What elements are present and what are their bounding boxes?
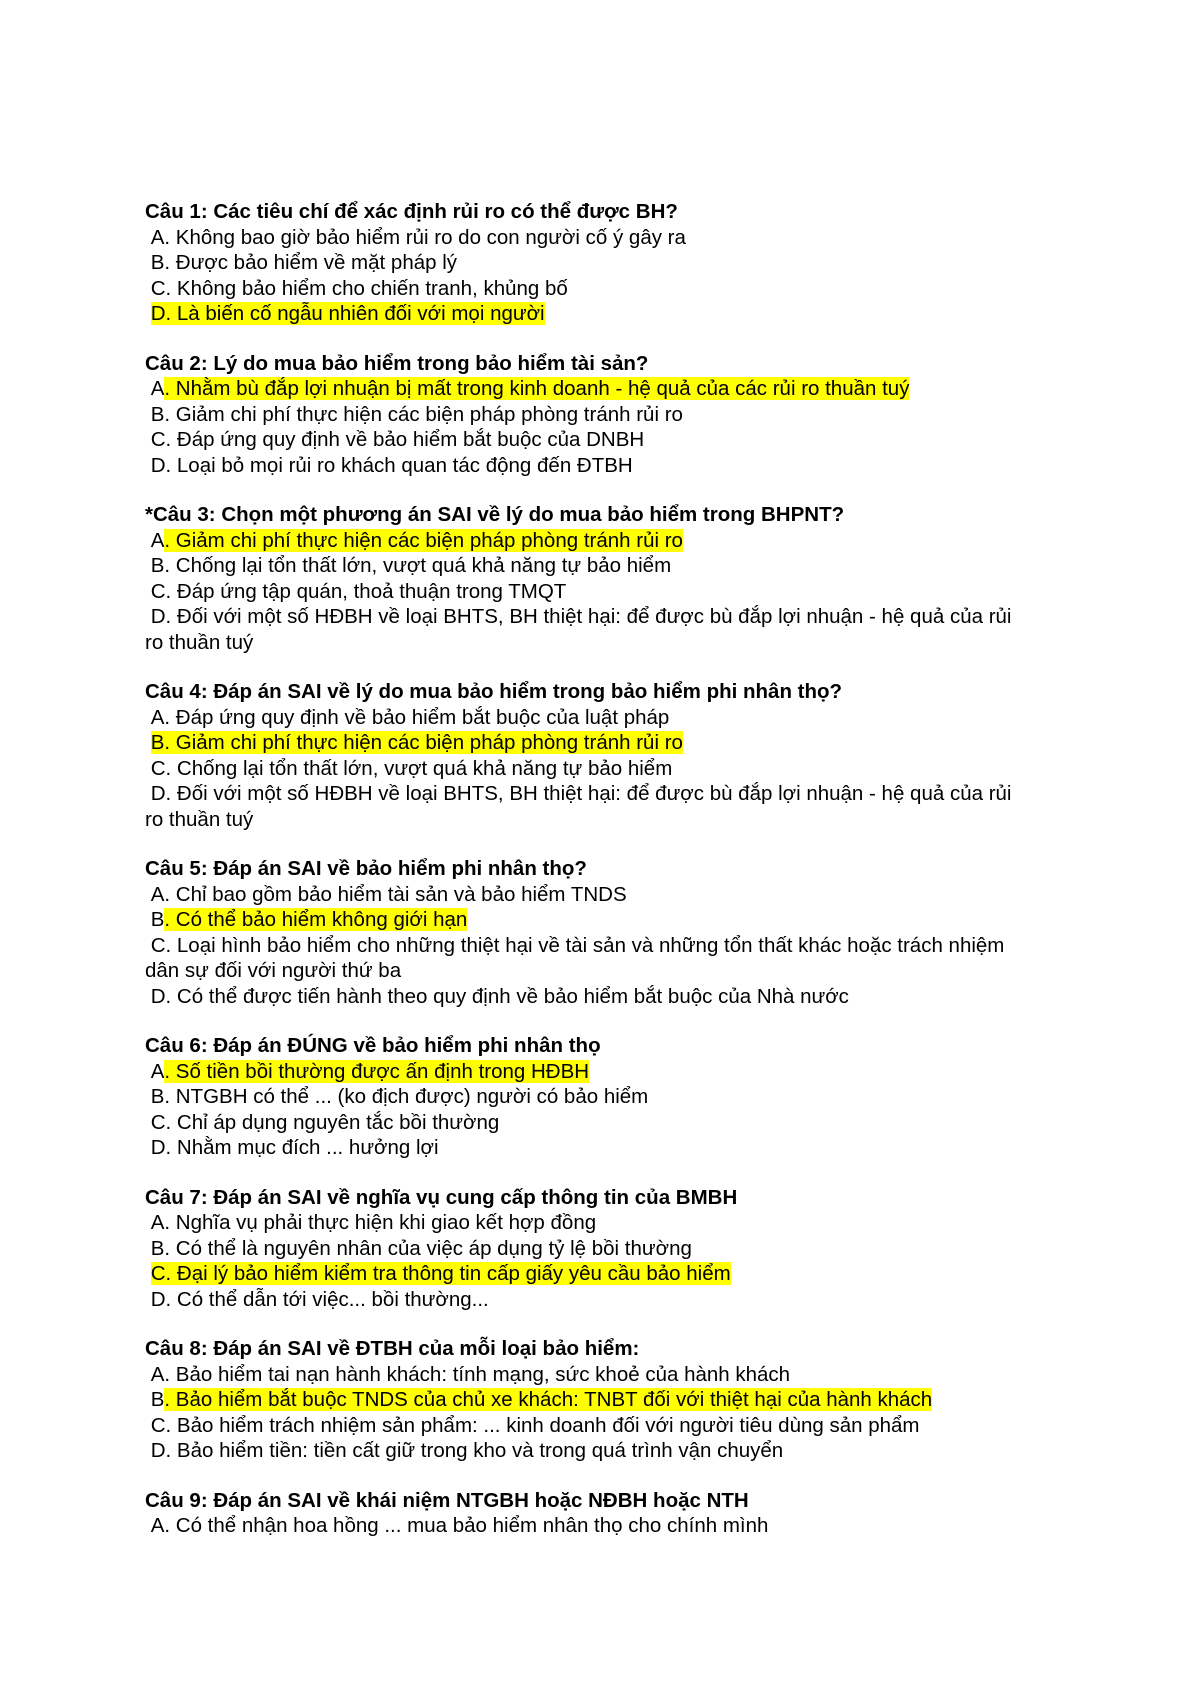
option-c	[145, 1413, 1025, 1439]
highlighted-answer: D. Là biến cố ngẫu nhiên đối với mọi người	[150, 302, 545, 325]
option-a	[145, 705, 1025, 731]
option-text: C. Chỉ áp dụng nguyên tắc bồi thường	[145, 1110, 500, 1134]
highlighted-answer: C. Đại lý bảo hiểm kiểm tra thông tin cấp giấy yêu cầu bảo hiểm	[150, 1262, 731, 1285]
option-text: A	[145, 1059, 165, 1083]
option-d	[145, 301, 1025, 327]
option-text: D. Có thể được tiến hành theo quy định về bảo hiểm bắt buộc của Nhà nước	[145, 984, 849, 1008]
option-c	[145, 427, 1025, 453]
question-2	[145, 351, 1025, 479]
option-b	[145, 250, 1025, 276]
question-6	[145, 1033, 1025, 1161]
option-b	[145, 730, 1025, 756]
option-a	[145, 376, 1025, 402]
option-d	[145, 1135, 1025, 1161]
option-d	[145, 781, 1025, 832]
question-4	[145, 679, 1025, 832]
option-text: D. Nhằm mục đích ... hưởng lợi	[145, 1136, 439, 1159]
option-text: D. Đối với một số HĐBH về loại BHTS, BH thiệt hại: để được bù đắp lợi nhuận - hệ quả của rủi ro thuần tuý	[145, 605, 1018, 654]
option-text: B. Có thể là nguyên nhân của việc áp dụng tỷ lệ bồi thường	[145, 1236, 692, 1260]
question-1	[145, 199, 1025, 327]
option-text: C. Không bảo hiểm cho chiến tranh, khủng bố	[145, 276, 568, 300]
question-title: Câu 9: Đáp án SAI về khái niệm NTGBH hoặc NĐBH hoặc NTH	[145, 1488, 749, 1512]
option-text: A. Có thể nhận hoa hồng ... mua bảo hiểm nhân thọ cho chính mình	[145, 1514, 769, 1537]
question-title: Câu 6: Đáp án ĐÚNG về bảo hiểm phi nhân thọ	[145, 1034, 601, 1057]
question-title: Câu 7: Đáp án SAI về nghĩa vụ cung cấp thông tin của BMBH	[145, 1185, 738, 1209]
option-b	[145, 553, 1025, 579]
option-c	[145, 1261, 1025, 1287]
option-text: B. Được bảo hiểm về mặt pháp lý	[145, 251, 458, 274]
option-b	[145, 402, 1025, 428]
highlighted-answer: . Số tiền bồi thường được ấn định trong HĐBH	[164, 1059, 590, 1083]
option-d	[145, 453, 1025, 479]
highlighted-answer: . Bảo hiểm bắt buộc TNDS của chủ xe khách: TNBT đối với thiệt hại của hành khách	[164, 1388, 933, 1411]
option-text: A	[145, 528, 165, 552]
option-d	[145, 984, 1025, 1010]
option-d	[145, 1287, 1025, 1313]
option-text: D. Loại bỏ mọi rủi ro khách quan tác động đến ĐTBH	[145, 453, 633, 477]
option-d	[145, 604, 1025, 655]
option-a	[145, 1362, 1025, 1388]
highlighted-answer: B. Giảm chi phí thực hiện các biện pháp phòng tránh rủi ro	[150, 731, 683, 754]
option-a	[145, 1059, 1025, 1085]
option-text: D. Bảo hiểm tiền: tiền cất giữ trong kho và trong quá trình vận chuyển	[145, 1439, 784, 1462]
option-text: C. Chống lại tổn thất lớn, vượt quá khả năng tự bảo hiểm	[145, 756, 673, 780]
option-c	[145, 276, 1025, 302]
question-title: Câu 5: Đáp án SAI về bảo hiểm phi nhân thọ?	[145, 857, 587, 880]
option-a	[145, 528, 1025, 554]
option-text: D. Đối với một số HĐBH về loại BHTS, BH thiệt hại: để được bù đắp lợi nhuận - hệ quả của rủi ro thuần tuý	[145, 782, 1018, 831]
highlighted-answer: . Nhằm bù đắp lợi nhuận bị mất trong kinh doanh - hệ quả của các rủi ro thuần tuý	[164, 377, 910, 400]
question-title: *Câu 3: Chọn một phương án SAI về lý do mua bảo hiểm trong BHPNT?	[145, 503, 845, 526]
option-text: A. Đáp ứng quy định về bảo hiểm bắt buộc của luật pháp	[145, 705, 670, 729]
document-page	[145, 199, 1025, 1563]
option-text: A. Nghĩa vụ phải thực hiện khi giao kết hợp đồng	[145, 1211, 597, 1234]
option-c	[145, 579, 1025, 605]
question-title: Câu 4: Đáp án SAI về lý do mua bảo hiểm trong bảo hiểm phi nhân thọ?	[145, 680, 843, 703]
option-b	[145, 1387, 1025, 1413]
option-text: A	[145, 377, 165, 400]
option-text: A. Không bao giờ bảo hiểm rủi ro do con người cố ý gây ra	[145, 225, 686, 249]
option-c	[145, 1110, 1025, 1136]
option-text	[145, 302, 151, 325]
option-text: C. Đáp ứng tập quán, thoả thuận trong TMQT	[145, 579, 567, 603]
question-title: Câu 2: Lý do mua bảo hiểm trong bảo hiểm tài sản?	[145, 351, 649, 375]
option-text: C. Bảo hiểm trách nhiệm sản phẩm: ... kinh doanh đối với người tiêu dùng sản phẩm	[145, 1413, 920, 1437]
option-text: D. Có thể dẫn tới việc... bồi thường...	[145, 1287, 489, 1311]
option-text: B	[145, 908, 165, 931]
question-3	[145, 502, 1025, 655]
question-5	[145, 856, 1025, 1009]
question-title: Câu 1: Các tiêu chí để xác định rủi ro có thể được BH?	[145, 200, 678, 223]
option-b	[145, 1236, 1025, 1262]
option-c	[145, 933, 1025, 984]
option-a	[145, 1513, 1025, 1539]
option-text: A. Chỉ bao gồm bảo hiểm tài sản và bảo hiểm TNDS	[145, 882, 627, 906]
option-text: C. Loại hình bảo hiểm cho những thiệt hại về tài sản và những tổn thất khác hoặc trách nhiệm dân sự đối với người thứ ba	[145, 933, 1011, 982]
option-text: B. Giảm chi phí thực hiện các biện pháp phòng tránh rủi ro	[145, 402, 683, 426]
option-text: B	[145, 1388, 165, 1411]
option-text	[145, 1262, 151, 1285]
option-a	[145, 1210, 1025, 1236]
option-c	[145, 756, 1025, 782]
question-title: Câu 8: Đáp án SAI về ĐTBH của mỗi loại bảo hiểm:	[145, 1337, 640, 1360]
option-a	[145, 225, 1025, 251]
option-text: C. Đáp ứng quy định về bảo hiểm bắt buộc của DNBH	[145, 428, 645, 451]
question-8	[145, 1336, 1025, 1464]
option-text: B. Chống lại tổn thất lớn, vượt quá khả năng tự bảo hiểm	[145, 554, 672, 577]
question-9	[145, 1488, 1025, 1539]
option-text: B. NTGBH có thể ... (ko địch được) người có bảo hiểm	[145, 1085, 649, 1108]
option-b	[145, 907, 1025, 933]
highlighted-answer: . Có thể bảo hiểm không giới hạn	[164, 908, 468, 931]
option-text	[145, 731, 151, 754]
option-text: A. Bảo hiểm tai nạn hành khách: tính mạng, sức khoẻ của hành khách	[145, 1362, 791, 1386]
highlighted-answer: . Giảm chi phí thực hiện các biện pháp phòng tránh rủi ro	[164, 528, 683, 552]
option-b	[145, 1084, 1025, 1110]
option-d	[145, 1438, 1025, 1464]
question-7	[145, 1185, 1025, 1313]
option-a	[145, 882, 1025, 908]
